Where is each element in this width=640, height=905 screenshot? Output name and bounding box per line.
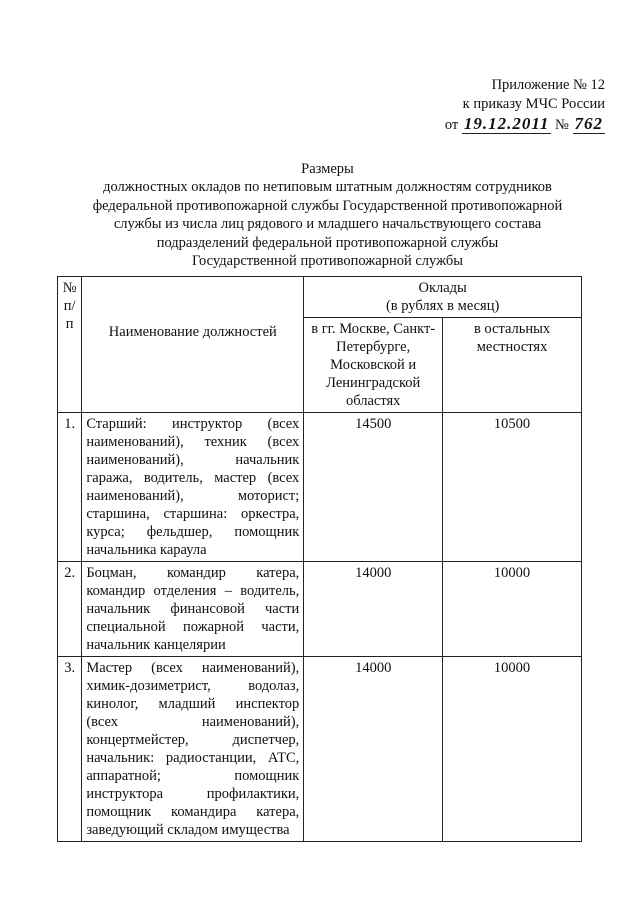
- header-salaries: [304, 277, 582, 318]
- appendix-order-ref: к приказу МЧС России: [462, 96, 605, 112]
- title-line: Размеры: [301, 161, 354, 177]
- appendix-date-line: [395, 114, 605, 135]
- header-name: Наименование должностей: [82, 277, 304, 413]
- row-positions: Старший: инструктор (всех наименований), техник (всех наименований), начальник гаража, водитель, мастер (всех наименований), моторист; старшина, старшина: оркестра, курса; фельдшер, помощник начальника караула: [82, 413, 304, 562]
- title-line: должностных окладов по нетиповым штатным должностям сотрудников: [103, 179, 552, 196]
- table-row: [58, 657, 582, 842]
- row-salary-other: 10500: [443, 413, 582, 562]
- table-row: [58, 562, 582, 657]
- handwritten-number: 762: [574, 114, 603, 133]
- appendix-title: Приложение № 12: [491, 77, 605, 93]
- row-salary-other: 10000: [443, 657, 582, 842]
- row-num: 1.: [58, 413, 82, 562]
- row-positions: Мастер (всех наименований), химик-дозиметрист, водолаз, кинолог, младший инспектор (всех наименований), концертмейстер, диспетчер, начальник: радиостанции, АТС, аппаратной; помощник инструктора профилактики, помощник командира катера, заведующий складом имущества: [82, 657, 304, 842]
- title-line: подразделений федеральной противопожарной службы: [156, 234, 499, 251]
- title-line: службы из числа лиц рядового и младшего начальствующего состава: [113, 216, 542, 233]
- number-label: №: [555, 117, 569, 133]
- title-line: федеральной противопожарной службы Государственной противопожарной: [92, 197, 563, 214]
- row-salary-other: 10000: [443, 562, 582, 657]
- from-label: от: [444, 117, 459, 133]
- header-moscow: в гг. Москве, Санкт-Петербурге, Московской и Ленинградской областях: [304, 318, 443, 413]
- row-num: 3.: [58, 657, 82, 842]
- header-salaries-subtitle: (в рублях в месяц): [385, 298, 500, 314]
- document-title: [80, 160, 575, 270]
- row-salary-moscow: 14000: [304, 562, 443, 657]
- handwritten-date: 19.12.2011: [463, 114, 550, 133]
- table-row: [58, 413, 582, 562]
- title-line: Государственной противопожарной службы: [191, 253, 464, 270]
- header-other: в остальных местностях: [443, 318, 582, 413]
- row-salary-moscow: 14500: [304, 413, 443, 562]
- header-salaries-title: Оклады: [418, 280, 467, 296]
- appendix-block: [395, 76, 605, 135]
- salary-table: [57, 276, 582, 842]
- table-header-row: [58, 277, 582, 318]
- row-positions: Боцман, командир катера, командир отделения – водитель, начальник финансовой части специальной пожарной части, начальник канцелярии: [82, 562, 304, 657]
- row-salary-moscow: 14000: [304, 657, 443, 842]
- header-num: № п/ п: [58, 277, 82, 413]
- row-num: 2.: [58, 562, 82, 657]
